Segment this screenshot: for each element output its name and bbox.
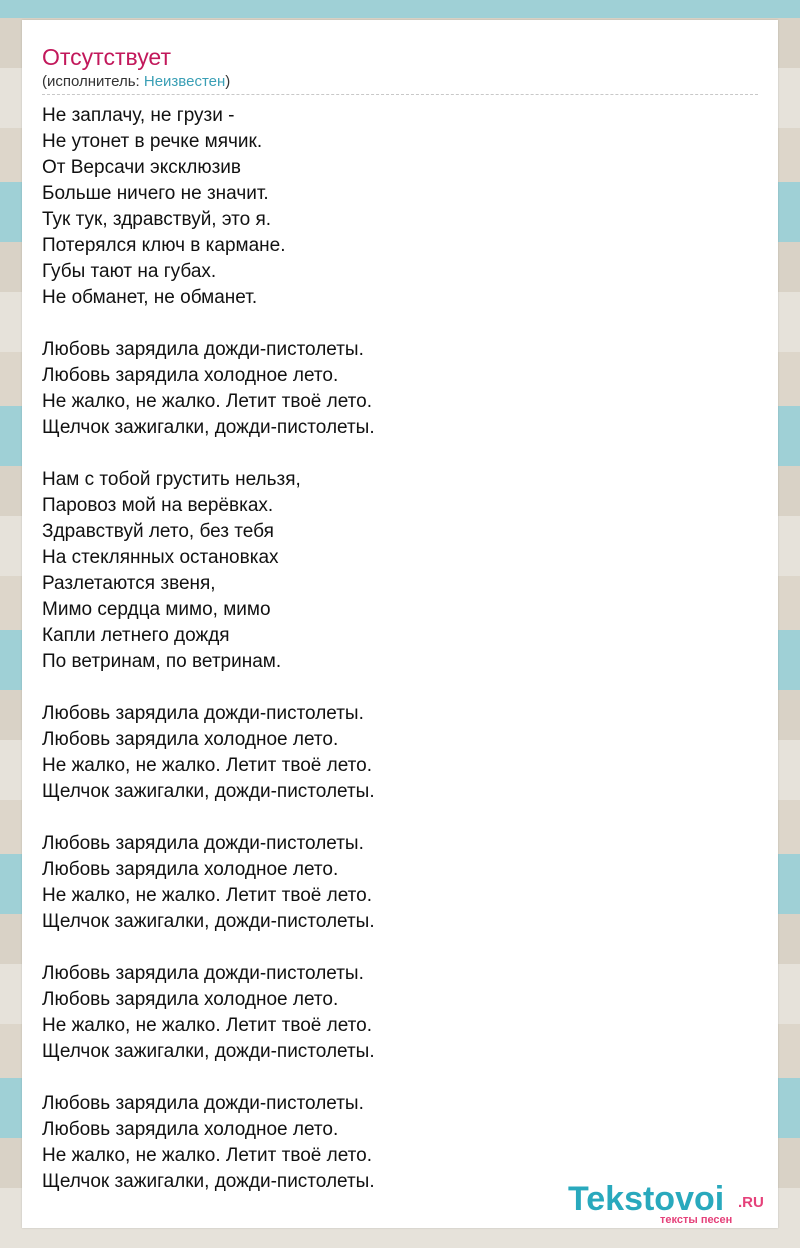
lyrics-line: Разлетаются звеня,	[42, 573, 216, 594]
lyrics-sheet	[22, 20, 778, 1228]
lyrics-line: Губы тают на губах.	[42, 261, 217, 282]
artist-link[interactable]: Неизвестен	[143, 73, 226, 90]
lyrics-line: Не жалко, не жалко. Летит твоё лето.	[42, 1145, 372, 1166]
artist-suffix: )	[225, 73, 231, 90]
lyrics-line: Не обманет, не обманет.	[42, 287, 258, 308]
logo-wordmark: Tekstovoi	[568, 1180, 725, 1218]
logo-subtitle: тексты песен	[660, 1214, 733, 1226]
lyrics-body	[42, 103, 758, 1221]
logo-tld: .RU	[738, 1194, 764, 1211]
song-title: Отсутствует	[42, 44, 171, 70]
lyrics-line: Щелчок зажигалки, дожди-пистолеты.	[42, 1171, 375, 1192]
lyrics-line: Любовь зарядила холодное лето.	[42, 859, 339, 880]
lyrics-line: Любовь зарядила холодное лето.	[42, 729, 339, 750]
lyrics-line: Не утонет в речке мячик.	[42, 131, 263, 152]
lyrics-line: Любовь зарядила дожди-пистолеты.	[42, 339, 364, 360]
lyrics-line: Больше ничего не значит.	[42, 183, 269, 204]
lyrics-line: Любовь зарядила холодное лето.	[42, 1119, 339, 1140]
lyrics-line: Мимо сердца мимо, мимо	[42, 599, 271, 620]
lyrics-line: Любовь зарядила дожди-пистолеты.	[42, 1093, 364, 1114]
lyrics-stanza	[42, 961, 758, 1065]
lyrics-line: Любовь зарядила дожди-пистолеты.	[42, 963, 364, 984]
site-logo[interactable]	[568, 1180, 772, 1224]
lyrics-line: По ветринам, по ветринам.	[42, 651, 282, 672]
lyrics-line: Не жалко, не жалко. Летит твоё лето.	[42, 391, 372, 412]
lyrics-stanza	[42, 467, 758, 675]
lyrics-stanza	[42, 337, 758, 441]
lyrics-line: Не заплачу, не грузи -	[42, 105, 235, 126]
lyrics-line: Капли летнего дождя	[42, 625, 230, 646]
lyrics-line: Тук тук, здравствуй, это я.	[42, 209, 272, 230]
lyrics-line: Щелчок зажигалки, дожди-пистолеты.	[42, 417, 375, 438]
lyrics-stanza	[42, 103, 758, 311]
artist-prefix: (исполнитель:	[42, 73, 144, 90]
lyrics-line: Любовь зарядила дожди-пистолеты.	[42, 703, 364, 724]
lyrics-stanza	[42, 701, 758, 805]
lyrics-line: Щелчок зажигалки, дожди-пистолеты.	[42, 911, 375, 932]
lyrics-line: Не жалко, не жалко. Летит твоё лето.	[42, 755, 372, 776]
lyrics-line: Любовь зарядила холодное лето.	[42, 365, 339, 386]
lyrics-line: Любовь зарядила холодное лето.	[42, 989, 339, 1010]
lyrics-line: Любовь зарядила дожди-пистолеты.	[42, 833, 364, 854]
lyrics-line: Здравствуй лето, без тебя	[42, 521, 274, 542]
lyrics-line: Щелчок зажигалки, дожди-пистолеты.	[42, 781, 375, 802]
lyrics-line: Щелчок зажигалки, дожди-пистолеты.	[42, 1041, 375, 1062]
header-divider	[42, 94, 758, 95]
lyrics-line: На стеклянных остановках	[42, 547, 279, 568]
lyrics-stanza	[42, 831, 758, 935]
lyrics-line: Потерялся ключ в кармане.	[42, 235, 286, 256]
lyrics-line: Не жалко, не жалко. Летит твоё лето.	[42, 1015, 372, 1036]
lyrics-line: Паровоз мой на верёвках.	[42, 495, 274, 516]
lyrics-line: От Версачи эксклюзив	[42, 157, 242, 178]
lyrics-line: Нам с тобой грустить нельзя,	[42, 469, 301, 490]
lyrics-line: Не жалко, не жалко. Летит твоё лето.	[42, 885, 372, 906]
artist-line	[42, 72, 230, 92]
